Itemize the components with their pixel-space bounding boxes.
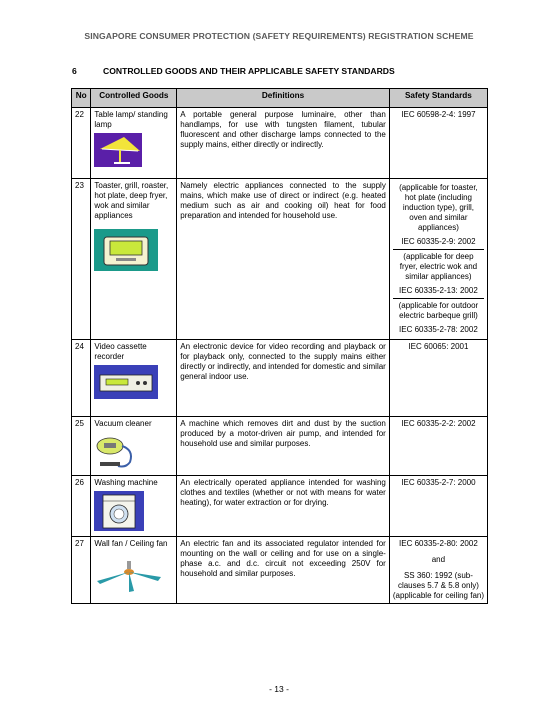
goods-name: Vacuum cleaner xyxy=(94,419,152,428)
controlled-goods-cell xyxy=(91,476,177,537)
definition-cell: A portable general purpose luminaire, other than handlamps, for use with tungsten filament, tubular fluorescent and other discharge lamps connected to the supply mains, either directly or indirectly. xyxy=(177,108,390,179)
definition-cell: Namely electric appliances connected to the supply mains, which make use of direct or indirect (e.g. heated medium such as air and cooking oil) heat for food preparation and intended for household use. xyxy=(177,179,390,340)
goods-name: Wall fan / Ceiling fan xyxy=(94,539,168,548)
goods-name: Video cassette recorder xyxy=(94,342,147,361)
controlled-goods-cell xyxy=(91,537,177,604)
goods-name: Washing machine xyxy=(94,478,158,487)
standard-code: IEC 60335-2-13: 2002 xyxy=(399,286,478,295)
vacuum-cleaner-icon xyxy=(94,432,138,470)
safety-standard-cell: IEC 60335-2-2: 2002 xyxy=(389,417,487,476)
standard-code: IEC 60335-2-78: 2002 xyxy=(399,325,478,334)
standard-note: (applicable for outdoor electric barbeque grill) xyxy=(398,301,479,320)
page-number: - 13 - xyxy=(269,684,289,694)
table-lamp-icon xyxy=(94,133,142,167)
table-header-row xyxy=(72,89,488,108)
standard-code: IEC 60335-2-9: 2002 xyxy=(401,237,476,246)
table-row xyxy=(72,537,488,604)
row-number: 26 xyxy=(72,476,91,537)
definition-cell: A machine which removes dirt and dust by the suction produced by a motor-driven air pump, and intended for household use and similar purposes. xyxy=(177,417,390,476)
controlled-goods-cell xyxy=(91,179,177,340)
table-row xyxy=(72,108,488,179)
safety-standard-cell: IEC 60598-2-4: 1997 xyxy=(389,108,487,179)
document-header: SINGAPORE CONSUMER PROTECTION (SAFETY REQUIREMENTS) REGISTRATION SCHEME xyxy=(84,31,474,41)
video-cassette-recorder-icon xyxy=(94,365,158,399)
row-number: 25 xyxy=(72,417,91,476)
standard-note: (applicable for toaster, hot plate (including induction type), grill, oven and similar appliances) xyxy=(399,183,478,232)
safety-standard-cell xyxy=(389,537,487,604)
controlled-goods-cell xyxy=(91,340,177,417)
standard-connector: and xyxy=(431,555,446,564)
definition-cell: An electrically operated appliance intended for washing clothes and textiles (whether or not with means for water heating), for water extraction or for drying. xyxy=(177,476,390,537)
header-definitions: Definitions xyxy=(177,89,390,108)
definition-cell: An electric fan and its associated regulator intended for mounting on the wall or ceiling and for use on a single-phase a.c. and d.c. circuit not exceeding 250V for household and similar purposes. xyxy=(177,537,390,604)
washing-machine-icon xyxy=(94,491,144,531)
standard-code: IEC 60335-2-80: 2002 xyxy=(399,539,478,548)
controlled-goods-cell xyxy=(91,417,177,476)
goods-name: Table lamp/ standing lamp xyxy=(94,110,168,129)
safety-standard-cell: IEC 60065: 2001 xyxy=(389,340,487,417)
safety-standard-cell xyxy=(389,179,487,340)
definition-cell: An electronic device for video recording and playback or for playback only, connected to the supply mains either directly or indirectly, and intended for domestic and similar general indoor use. xyxy=(177,340,390,417)
row-number: 27 xyxy=(72,537,91,604)
controlled-goods-cell xyxy=(91,108,177,179)
header-safety-standards: Safety Standards xyxy=(389,89,487,108)
standard-block-barbeque xyxy=(393,298,484,337)
table-row xyxy=(72,179,488,340)
standard-note: (applicable for deep fryer, electric wok and similar appliances) xyxy=(399,252,478,281)
header-no: No xyxy=(72,89,91,108)
section-number: 6 xyxy=(72,66,77,76)
goods-name: Toaster, grill, roaster, hot plate, deep fryer, wok and similar appliances xyxy=(94,181,169,220)
table-row xyxy=(72,340,488,417)
standard-code: SS 360: 1992 (sub-clauses 5.7 & 5.8 only) (applicable for ceiling fan) xyxy=(392,571,485,600)
ceiling-fan-icon xyxy=(94,561,164,595)
header-controlled-goods: Controlled Goods xyxy=(91,89,177,108)
controlled-goods-table xyxy=(71,88,488,604)
standard-block-deep-fryer xyxy=(393,249,484,298)
row-number: 24 xyxy=(72,340,91,417)
section-title: CONTROLLED GOODS AND THEIR APPLICABLE SAFETY STANDARDS xyxy=(103,66,395,76)
row-number: 22 xyxy=(72,108,91,179)
row-number: 23 xyxy=(72,179,91,340)
standard-block-toaster xyxy=(393,181,484,249)
table-row xyxy=(72,417,488,476)
toaster-icon xyxy=(94,229,158,271)
safety-standard-cell: IEC 60335-2-7: 2000 xyxy=(389,476,487,537)
table-row xyxy=(72,476,488,537)
